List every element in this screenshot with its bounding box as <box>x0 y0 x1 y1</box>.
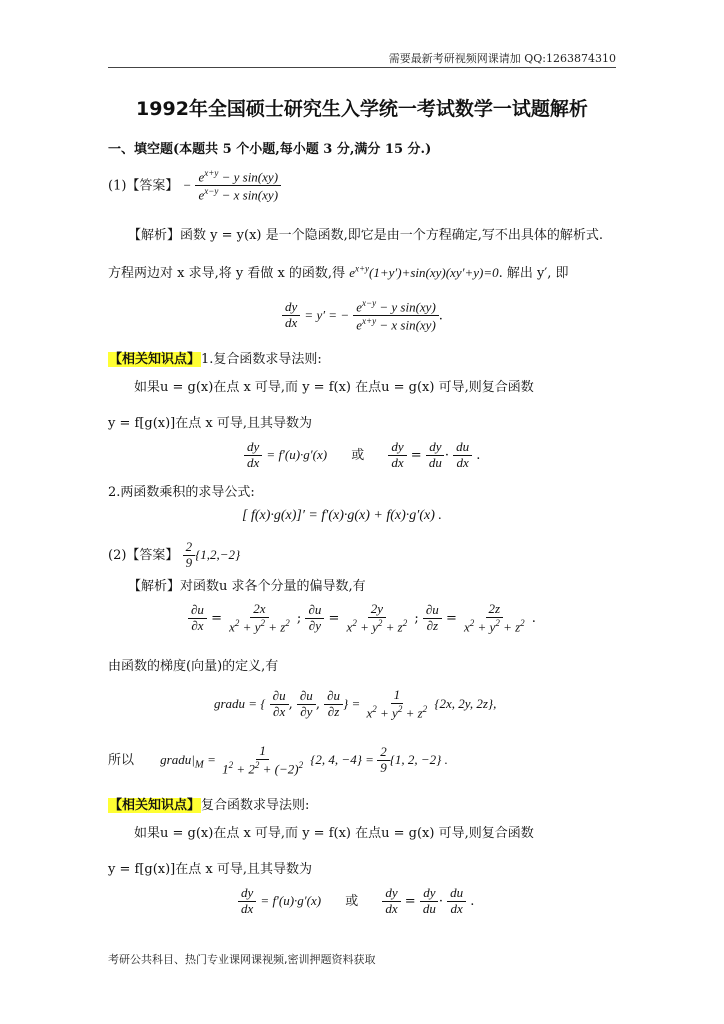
q2-knowledge-text-1: 复合函数求导法则: <box>201 798 310 813</box>
q2-knowledge-2: 如果u = g(x)在点 x 可导,而 y = f(x) 在点u = g(x) 可导,则复合函数 <box>134 826 534 841</box>
q1-knowledge-5: 2.两函数乘积的求导公式: <box>108 485 255 500</box>
q1-knowledge-text-1: 1.复合函数求导法则: <box>201 352 322 367</box>
q1-chain-rule: $\frac{dy}{dx}$ = f′(u)·g′(x) 或 $\frac{dy}{dx}$ = $\frac{dy}{du}$ · $\frac{du}{dx}$ . <box>244 440 480 471</box>
q2-or: 或 <box>345 893 359 909</box>
q2-knowledge-label: 【相关知识点】 <box>109 798 201 813</box>
q1-or: 或 <box>351 447 365 463</box>
q1-analysis-label: 【解析】 <box>128 228 181 243</box>
q1-product-rule: [ f(x)·g(x)]′ = f′(x)·g(x) + f(x)·g′(x) . <box>242 508 442 523</box>
q1-analysis-text-2a: 方程两边对 x 求导,将 y 看做 x 的函数,得 <box>108 266 350 281</box>
section-heading: 一、填空题(本题共 5 个小题,每小题 3 分,满分 15 分.) <box>108 142 432 157</box>
q1-derivative-equation: $e^{x+y}(1+y')+\sin(xy)(xy'+y)=0$ <box>349 263 499 280</box>
page-title: 1992年全国硕士研究生入学统一考试数学一试题解析 <box>136 98 588 120</box>
q1-answer-fraction: $\frac{e^{x+y} - y \sin(xy)}{e^{x-y} - x \sin(xy)}$ <box>195 168 281 204</box>
q1-answer-line: (1)【答案】 − $\frac{e^{x+y} - y \sin(xy)}{e^{x-y} - x \sin(xy)}$ <box>108 168 281 204</box>
q1-analysis-text-1: 函数 y = y(x) 是一个隐函数,即它是由一个方程确定,写不出具体的解析式. <box>180 228 603 243</box>
q1-knowledge-1 <box>108 348 322 367</box>
q2-chain-rule: $\frac{dy}{dx}$ = f′(u)·g′(x) 或 $\frac{dy}{dx}$ = $\frac{dy}{du}$ · $\frac{du}{dx}$ . <box>238 886 474 917</box>
footer-text: 考研公共科目、热门专业课网课视频,密训押题资料获取 <box>108 953 376 966</box>
q2-partials: $\frac{\partial u}{\partial x}$ = $\frac{2x}{x^2 + y^2 + z^2}$ ; $\frac{\partial u}{\partial y}$ = $\frac{2y}{x^2 + y^2 + z^2}$ ; $\frac{\partial u}{\partial z}$ = $\frac{2z}{x^2 + y^2 + z^2}$ . <box>188 602 536 635</box>
q1-label: (1)【答案】 <box>108 178 179 194</box>
q2-analysis-text-1: 对函数u 求各个分量的偏导数,有 <box>180 579 366 594</box>
q1-derivative-result: $\frac{dy}{dx}$ = y′ = − $\frac{e^{x-y} - y \sin(xy)}{e^{x+y} - x \sin(xy)}$ . <box>282 298 443 334</box>
q1-knowledge-label: 【相关知识点】 <box>109 352 201 367</box>
q2-analysis-2: 由函数的梯度(向量)的定义,有 <box>108 659 279 674</box>
q2-knowledge-3: y = f[g(x)]在点 x 可导,且其导数为 <box>108 862 312 877</box>
q2-gradient-at-m: 所以 $gradu|_M$ = $\frac{1}{1^2 + 2^2 + (-2)^2}$ {2, 4, −4} = $\frac{2}{9}$ {1, 2, −2} . <box>108 743 448 777</box>
q2-so-label: 所以 <box>108 753 135 769</box>
q2-gradient: gradu = { $\frac{\partial u}{\partial x}$ , $\frac{\partial u}{\partial y}$ , $\frac{\partial u}{\partial z}$ } = $\frac{1}{x^2 + y^2 + z^2}$ {2x, 2y, 2z}, <box>214 687 497 721</box>
q1-knowledge-3: y = f[g(x)]在点 x 可导,且其导数为 <box>108 416 312 431</box>
q1-analysis-2 <box>108 262 569 281</box>
q2-analysis-1 <box>128 575 366 594</box>
q2-knowledge-1 <box>108 794 309 813</box>
q1-knowledge-2: 如果u = g(x)在点 x 可导,而 y = f(x) 在点u = g(x) 可导,则复合函数 <box>134 380 534 395</box>
q2-label: (2)【答案】 <box>108 547 179 563</box>
q2-analysis-label: 【解析】 <box>128 579 181 594</box>
header-rule <box>108 67 616 68</box>
header-ad: 需要最新考研视频网课请加 QQ:1263874310 <box>388 52 616 65</box>
q2-answer-line: (2)【答案】 $\frac{2}{9}$ {1,2,−2} <box>108 539 241 570</box>
q1-analysis-text-2b: . 解出 y′, 即 <box>498 266 569 281</box>
q1-analysis-1 <box>128 224 603 243</box>
